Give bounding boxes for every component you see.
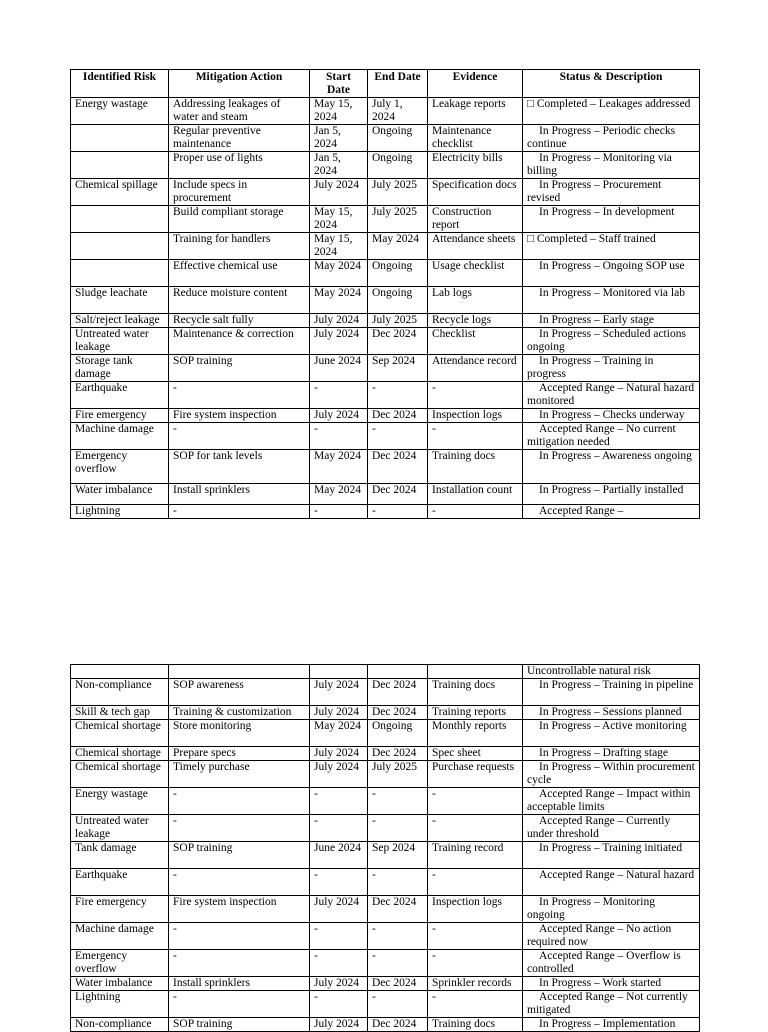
header-evidence: Evidence bbox=[428, 70, 523, 98]
mitigation-action-cell: - bbox=[169, 869, 310, 896]
status-cell: Accepted Range – Natural hazard monitored bbox=[523, 382, 700, 409]
table-row bbox=[71, 815, 700, 842]
status-cell: In Progress – Early stage bbox=[523, 314, 700, 328]
table-row bbox=[71, 842, 700, 869]
table-row bbox=[71, 98, 700, 125]
mitigation-action-cell: Install sprinklers bbox=[169, 484, 310, 505]
identified-risk-cell bbox=[71, 233, 169, 260]
end-date-cell: - bbox=[368, 815, 428, 842]
start-date-cell: May 15, 2024 bbox=[310, 206, 368, 233]
evidence-cell: Specification docs bbox=[428, 179, 523, 206]
table-row bbox=[71, 706, 700, 720]
mitigation-action-cell: Fire system inspection bbox=[169, 409, 310, 423]
mitigation-action-cell: Training & customization bbox=[169, 706, 310, 720]
status-cell: In Progress – Periodic checks continue bbox=[523, 125, 700, 152]
status-cell: In Progress – Awareness ongoing bbox=[523, 450, 700, 484]
evidence-cell: Training reports bbox=[428, 706, 523, 720]
evidence-cell bbox=[428, 665, 523, 679]
start-date-cell: July 2024 bbox=[310, 761, 368, 788]
identified-risk-cell bbox=[71, 260, 169, 287]
table-row bbox=[71, 179, 700, 206]
start-date-cell: Jan 5, 2024 bbox=[310, 125, 368, 152]
header-start-date: Start Date bbox=[310, 70, 368, 98]
status-cell: In Progress – Training initiated bbox=[523, 842, 700, 869]
evidence-cell: Purchase requests bbox=[428, 761, 523, 788]
identified-risk-cell: Energy wastage bbox=[71, 98, 169, 125]
status-cell: In Progress – Monitored via lab bbox=[523, 287, 700, 314]
evidence-cell: Sprinkler records bbox=[428, 977, 523, 991]
end-date-cell: Ongoing bbox=[368, 152, 428, 179]
evidence-cell: - bbox=[428, 869, 523, 896]
end-date-cell: Dec 2024 bbox=[368, 484, 428, 505]
identified-risk-cell: Energy wastage bbox=[71, 788, 169, 815]
table-row bbox=[71, 991, 700, 1018]
mitigation-action-cell: SOP training bbox=[169, 1018, 310, 1032]
end-date-cell: July 1, 2024 bbox=[368, 98, 428, 125]
status-cell: In Progress – Ongoing SOP use bbox=[523, 260, 700, 287]
table-row bbox=[71, 1018, 700, 1032]
mitigation-action-cell: Install sprinklers bbox=[169, 977, 310, 991]
end-date-cell: - bbox=[368, 788, 428, 815]
start-date-cell: June 2024 bbox=[310, 355, 368, 382]
table-row bbox=[71, 233, 700, 260]
status-cell: Accepted Range – No action required now bbox=[523, 923, 700, 950]
table-row bbox=[71, 923, 700, 950]
status-cell: In Progress – Training in pipeline bbox=[523, 679, 700, 706]
table-row bbox=[71, 977, 700, 991]
identified-risk-cell: Salt/reject leakage bbox=[71, 314, 169, 328]
table-row bbox=[71, 409, 700, 423]
start-date-cell: - bbox=[310, 991, 368, 1018]
end-date-cell: - bbox=[368, 950, 428, 977]
status-cell: In Progress – Work started bbox=[523, 977, 700, 991]
start-date-cell: July 2024 bbox=[310, 1018, 368, 1032]
identified-risk-cell: Fire emergency bbox=[71, 409, 169, 423]
end-date-cell: Ongoing bbox=[368, 720, 428, 747]
end-date-cell: Dec 2024 bbox=[368, 328, 428, 355]
end-date-cell: Dec 2024 bbox=[368, 977, 428, 991]
table-row bbox=[71, 423, 700, 450]
table-row bbox=[71, 665, 700, 679]
table-row bbox=[71, 761, 700, 788]
mitigation-action-cell: Recycle salt fully bbox=[169, 314, 310, 328]
end-date-cell: Sep 2024 bbox=[368, 355, 428, 382]
evidence-cell: - bbox=[428, 950, 523, 977]
end-date-cell: - bbox=[368, 382, 428, 409]
identified-risk-cell: Lightning bbox=[71, 991, 169, 1018]
table-row bbox=[71, 382, 700, 409]
start-date-cell: - bbox=[310, 505, 368, 519]
table-body bbox=[71, 98, 700, 519]
status-cell: Accepted Range – Currently under threshold bbox=[523, 815, 700, 842]
status-cell: In Progress – Training in progress bbox=[523, 355, 700, 382]
identified-risk-cell bbox=[71, 665, 169, 679]
end-date-cell: - bbox=[368, 505, 428, 519]
mitigation-action-cell: Store monitoring bbox=[169, 720, 310, 747]
status-cell: In Progress – Scheduled actions ongoing bbox=[523, 328, 700, 355]
evidence-cell: - bbox=[428, 423, 523, 450]
evidence-cell: Training docs bbox=[428, 1018, 523, 1032]
mitigation-action-cell: - bbox=[169, 382, 310, 409]
end-date-cell: Dec 2024 bbox=[368, 706, 428, 720]
end-date-cell: Dec 2024 bbox=[368, 409, 428, 423]
header-mitigation-action: Mitigation Action bbox=[169, 70, 310, 98]
end-date-cell: Dec 2024 bbox=[368, 679, 428, 706]
risk-table-1 bbox=[70, 69, 700, 519]
status-cell: Accepted Range – Impact within acceptable limits bbox=[523, 788, 700, 815]
status-cell: In Progress – Partially installed bbox=[523, 484, 700, 505]
mitigation-action-cell: Build compliant storage bbox=[169, 206, 310, 233]
header-end-date: End Date bbox=[368, 70, 428, 98]
status-cell: □ Completed – Leakages addressed bbox=[523, 98, 700, 125]
start-date-cell: May 2024 bbox=[310, 484, 368, 505]
table-row bbox=[71, 788, 700, 815]
end-date-cell: July 2025 bbox=[368, 206, 428, 233]
header-row bbox=[71, 70, 700, 98]
status-cell: In Progress – Implementation bbox=[523, 1018, 700, 1032]
evidence-cell: Inspection logs bbox=[428, 896, 523, 923]
identified-risk-cell: Fire emergency bbox=[71, 896, 169, 923]
start-date-cell: - bbox=[310, 423, 368, 450]
mitigation-action-cell: - bbox=[169, 950, 310, 977]
start-date-cell: July 2024 bbox=[310, 314, 368, 328]
identified-risk-cell: Non-compliance bbox=[71, 679, 169, 706]
identified-risk-cell: Non-compliance bbox=[71, 1018, 169, 1032]
start-date-cell: May 15, 2024 bbox=[310, 98, 368, 125]
evidence-cell: Attendance sheets bbox=[428, 233, 523, 260]
status-cell: In Progress – Monitoring via billing bbox=[523, 152, 700, 179]
status-cell: □ Completed – Staff trained bbox=[523, 233, 700, 260]
table-body bbox=[71, 665, 700, 1032]
identified-risk-cell bbox=[71, 125, 169, 152]
start-date-cell bbox=[310, 665, 368, 679]
mitigation-action-cell: - bbox=[169, 815, 310, 842]
mitigation-action-cell: Effective chemical use bbox=[169, 260, 310, 287]
identified-risk-cell: Chemical spillage bbox=[71, 179, 169, 206]
table-row bbox=[71, 505, 700, 519]
table-row bbox=[71, 152, 700, 179]
evidence-cell: Maintenance checklist bbox=[428, 125, 523, 152]
evidence-cell: - bbox=[428, 991, 523, 1018]
evidence-cell: Electricity bills bbox=[428, 152, 523, 179]
start-date-cell: May 2024 bbox=[310, 720, 368, 747]
identified-risk-cell: Skill & tech gap bbox=[71, 706, 169, 720]
table-row bbox=[71, 484, 700, 505]
mitigation-action-cell: - bbox=[169, 505, 310, 519]
start-date-cell: May 2024 bbox=[310, 450, 368, 484]
start-date-cell: - bbox=[310, 869, 368, 896]
end-date-cell: - bbox=[368, 923, 428, 950]
identified-risk-cell: Emergency overflow bbox=[71, 950, 169, 977]
end-date-cell: July 2025 bbox=[368, 179, 428, 206]
start-date-cell: July 2024 bbox=[310, 706, 368, 720]
mitigation-action-cell: SOP for tank levels bbox=[169, 450, 310, 484]
table-row bbox=[71, 314, 700, 328]
evidence-cell: Leakage reports bbox=[428, 98, 523, 125]
identified-risk-cell: Lightning bbox=[71, 505, 169, 519]
start-date-cell: July 2024 bbox=[310, 409, 368, 423]
evidence-cell: Training docs bbox=[428, 679, 523, 706]
table-row bbox=[71, 355, 700, 382]
identified-risk-cell: Sludge leachate bbox=[71, 287, 169, 314]
evidence-cell: - bbox=[428, 788, 523, 815]
start-date-cell: May 2024 bbox=[310, 260, 368, 287]
mitigation-action-cell: SOP awareness bbox=[169, 679, 310, 706]
start-date-cell: - bbox=[310, 815, 368, 842]
table-row bbox=[71, 328, 700, 355]
end-date-cell: Sep 2024 bbox=[368, 842, 428, 869]
mitigation-action-cell: - bbox=[169, 423, 310, 450]
status-cell: Accepted Range – Natural hazard bbox=[523, 869, 700, 896]
end-date-cell: Dec 2024 bbox=[368, 896, 428, 923]
start-date-cell: July 2024 bbox=[310, 747, 368, 761]
mitigation-action-cell: SOP training bbox=[169, 842, 310, 869]
start-date-cell: June 2024 bbox=[310, 842, 368, 869]
status-cell: In Progress – In development bbox=[523, 206, 700, 233]
start-date-cell: - bbox=[310, 788, 368, 815]
status-cell: In Progress – Monitoring ongoing bbox=[523, 896, 700, 923]
identified-risk-cell: Earthquake bbox=[71, 869, 169, 896]
end-date-cell: - bbox=[368, 423, 428, 450]
risk-table-2 bbox=[70, 664, 700, 1032]
start-date-cell: May 15, 2024 bbox=[310, 233, 368, 260]
table-row bbox=[71, 287, 700, 314]
mitigation-action-cell: Reduce moisture content bbox=[169, 287, 310, 314]
start-date-cell: July 2024 bbox=[310, 328, 368, 355]
status-cell: Uncontrollable natural risk bbox=[523, 665, 700, 679]
start-date-cell: - bbox=[310, 923, 368, 950]
end-date-cell: Dec 2024 bbox=[368, 450, 428, 484]
identified-risk-cell: Earthquake bbox=[71, 382, 169, 409]
identified-risk-cell: Water imbalance bbox=[71, 977, 169, 991]
identified-risk-cell: Water imbalance bbox=[71, 484, 169, 505]
evidence-cell: - bbox=[428, 923, 523, 950]
status-cell: In Progress – Checks underway bbox=[523, 409, 700, 423]
start-date-cell: July 2024 bbox=[310, 679, 368, 706]
identified-risk-cell: Chemical shortage bbox=[71, 747, 169, 761]
start-date-cell: May 2024 bbox=[310, 287, 368, 314]
mitigation-action-cell: Addressing leakages of water and steam bbox=[169, 98, 310, 125]
end-date-cell: Ongoing bbox=[368, 260, 428, 287]
identified-risk-cell: Chemical shortage bbox=[71, 761, 169, 788]
evidence-cell: Installation count bbox=[428, 484, 523, 505]
evidence-cell: Training record bbox=[428, 842, 523, 869]
mitigation-action-cell bbox=[169, 665, 310, 679]
status-cell: Accepted Range – bbox=[523, 505, 700, 519]
table-row bbox=[71, 950, 700, 977]
end-date-cell: Ongoing bbox=[368, 125, 428, 152]
table-row bbox=[71, 896, 700, 923]
start-date-cell: Jan 5, 2024 bbox=[310, 152, 368, 179]
identified-risk-cell: Untreated water leakage bbox=[71, 328, 169, 355]
identified-risk-cell: Machine damage bbox=[71, 923, 169, 950]
identified-risk-cell bbox=[71, 206, 169, 233]
evidence-cell: Recycle logs bbox=[428, 314, 523, 328]
start-date-cell: July 2024 bbox=[310, 977, 368, 991]
end-date-cell: May 2024 bbox=[368, 233, 428, 260]
mitigation-action-cell: Fire system inspection bbox=[169, 896, 310, 923]
table-row bbox=[71, 869, 700, 896]
status-cell: In Progress – Within procurement cycle bbox=[523, 761, 700, 788]
end-date-cell: Dec 2024 bbox=[368, 1018, 428, 1032]
mitigation-action-cell: Training for handlers bbox=[169, 233, 310, 260]
evidence-cell: Inspection logs bbox=[428, 409, 523, 423]
mitigation-action-cell: Prepare specs bbox=[169, 747, 310, 761]
mitigation-action-cell: - bbox=[169, 991, 310, 1018]
end-date-cell: Dec 2024 bbox=[368, 747, 428, 761]
end-date-cell: - bbox=[368, 991, 428, 1018]
evidence-cell: Spec sheet bbox=[428, 747, 523, 761]
status-cell: In Progress – Procurement revised bbox=[523, 179, 700, 206]
identified-risk-cell: Untreated water leakage bbox=[71, 815, 169, 842]
identified-risk-cell: Tank damage bbox=[71, 842, 169, 869]
end-date-cell: July 2025 bbox=[368, 761, 428, 788]
evidence-cell: Training docs bbox=[428, 450, 523, 484]
mitigation-action-cell: - bbox=[169, 788, 310, 815]
table-row bbox=[71, 260, 700, 287]
evidence-cell: Usage checklist bbox=[428, 260, 523, 287]
identified-risk-cell: Storage tank damage bbox=[71, 355, 169, 382]
evidence-cell: Construction report bbox=[428, 206, 523, 233]
end-date-cell bbox=[368, 665, 428, 679]
mitigation-action-cell: SOP training bbox=[169, 355, 310, 382]
table-row bbox=[71, 747, 700, 761]
table-row bbox=[71, 206, 700, 233]
evidence-cell: Attendance record bbox=[428, 355, 523, 382]
end-date-cell: Ongoing bbox=[368, 287, 428, 314]
mitigation-action-cell: Timely purchase bbox=[169, 761, 310, 788]
end-date-cell: - bbox=[368, 869, 428, 896]
evidence-cell: - bbox=[428, 815, 523, 842]
evidence-cell: - bbox=[428, 505, 523, 519]
identified-risk-cell: Emergency overflow bbox=[71, 450, 169, 484]
start-date-cell: - bbox=[310, 950, 368, 977]
table-row bbox=[71, 679, 700, 706]
start-date-cell: July 2024 bbox=[310, 179, 368, 206]
status-cell: Accepted Range – No current mitigation needed bbox=[523, 423, 700, 450]
identified-risk-cell bbox=[71, 152, 169, 179]
mitigation-action-cell: Proper use of lights bbox=[169, 152, 310, 179]
start-date-cell: - bbox=[310, 382, 368, 409]
evidence-cell: Lab logs bbox=[428, 287, 523, 314]
status-cell: In Progress – Drafting stage bbox=[523, 747, 700, 761]
evidence-cell: Monthly reports bbox=[428, 720, 523, 747]
end-date-cell: July 2025 bbox=[368, 314, 428, 328]
mitigation-action-cell: Regular preventive maintenance bbox=[169, 125, 310, 152]
identified-risk-cell: Machine damage bbox=[71, 423, 169, 450]
status-cell: Accepted Range – Not currently mitigated bbox=[523, 991, 700, 1018]
status-cell: Accepted Range – Overflow is controlled bbox=[523, 950, 700, 977]
mitigation-action-cell: Maintenance & correction bbox=[169, 328, 310, 355]
header-status-description: Status & Description bbox=[523, 70, 700, 98]
mitigation-action-cell: Include specs in procurement bbox=[169, 179, 310, 206]
identified-risk-cell: Chemical shortage bbox=[71, 720, 169, 747]
status-cell: In Progress – Sessions planned bbox=[523, 706, 700, 720]
table-row bbox=[71, 125, 700, 152]
start-date-cell: July 2024 bbox=[310, 896, 368, 923]
mitigation-action-cell: - bbox=[169, 923, 310, 950]
header-identified-risk: Identified Risk bbox=[71, 70, 169, 98]
table-row bbox=[71, 450, 700, 484]
table-header bbox=[71, 70, 700, 98]
table-row bbox=[71, 720, 700, 747]
evidence-cell: - bbox=[428, 382, 523, 409]
evidence-cell: Checklist bbox=[428, 328, 523, 355]
status-cell: In Progress – Active monitoring bbox=[523, 720, 700, 747]
